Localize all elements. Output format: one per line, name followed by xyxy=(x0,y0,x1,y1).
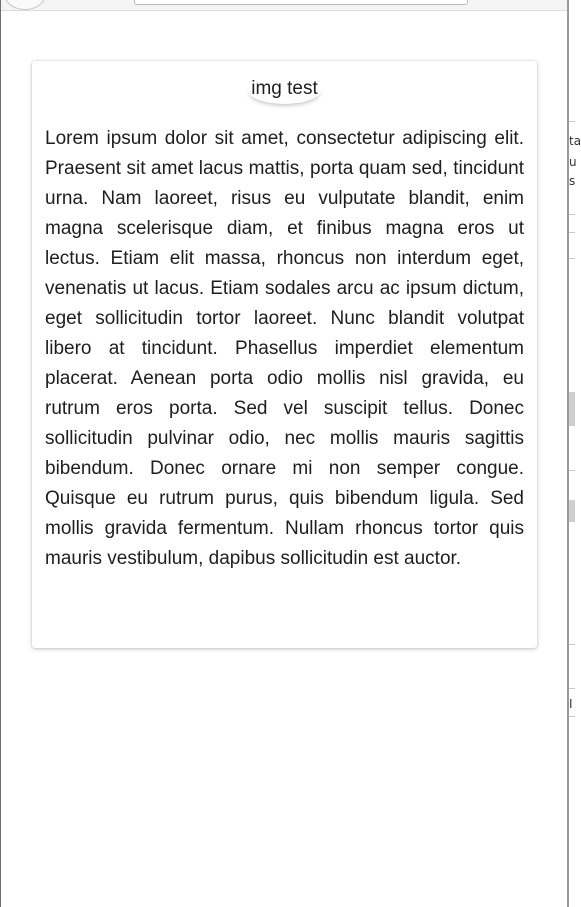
background-window-divider xyxy=(569,214,575,215)
background-window xyxy=(569,0,581,907)
background-window-text: ta xyxy=(569,134,581,148)
background-window-divider xyxy=(569,470,575,471)
address-bar[interactable] xyxy=(134,0,468,5)
background-window-divider xyxy=(569,258,575,259)
card-body-text: Lorem ipsum dolor sit amet, consectetur adipiscing elit. Praesent sit amet lacus mattis, porta quam sed, tincidunt urna. Nam laoreet, risus eu vulputate blandit, enim magna scelerisque diam, et finibus magna eros ut lectus. Etiam elit massa, rhoncus non interdum eget, venenatis ut lacus. Etiam sodales arcu ac ipsum dictum, eget sollicitudin tortor laoreet. Nunc blandit volutpat libero at tincidunt. Phasellus imperdiet elementum placerat. Aenean porta odio mollis nisl gravida, eu rutrum eros porta. Sed vel suscipit tellus. Donec sollicitudin pulvinar odio, nec mollis mauris sagittis bibendum. Donec ornare mi non semper congue. Quisque eu rutrum purus, quis bibendum ligula. Sed mollis gravida fermentum. Nullam rhoncus tortor quis mauris vestibulum, dapibus sollicitudin est auctor. xyxy=(45,128,524,569)
background-window-divider xyxy=(569,644,575,645)
window-left-border xyxy=(0,0,1,907)
background-window-text: s xyxy=(569,174,576,188)
background-window-divider xyxy=(569,716,575,717)
card-title: img test xyxy=(248,76,321,104)
background-window-scroll-thumb xyxy=(569,392,575,426)
browser-toolbar xyxy=(0,0,568,11)
background-window-text: u xyxy=(569,155,577,169)
card-header xyxy=(32,76,537,104)
background-window-divider xyxy=(569,688,575,689)
background-window-text: I xyxy=(569,697,573,711)
content-card xyxy=(32,61,537,648)
background-window-divider xyxy=(569,232,575,233)
back-button[interactable] xyxy=(4,0,46,10)
background-window-scroll-thumb xyxy=(569,500,575,522)
background-window-divider xyxy=(569,121,575,122)
